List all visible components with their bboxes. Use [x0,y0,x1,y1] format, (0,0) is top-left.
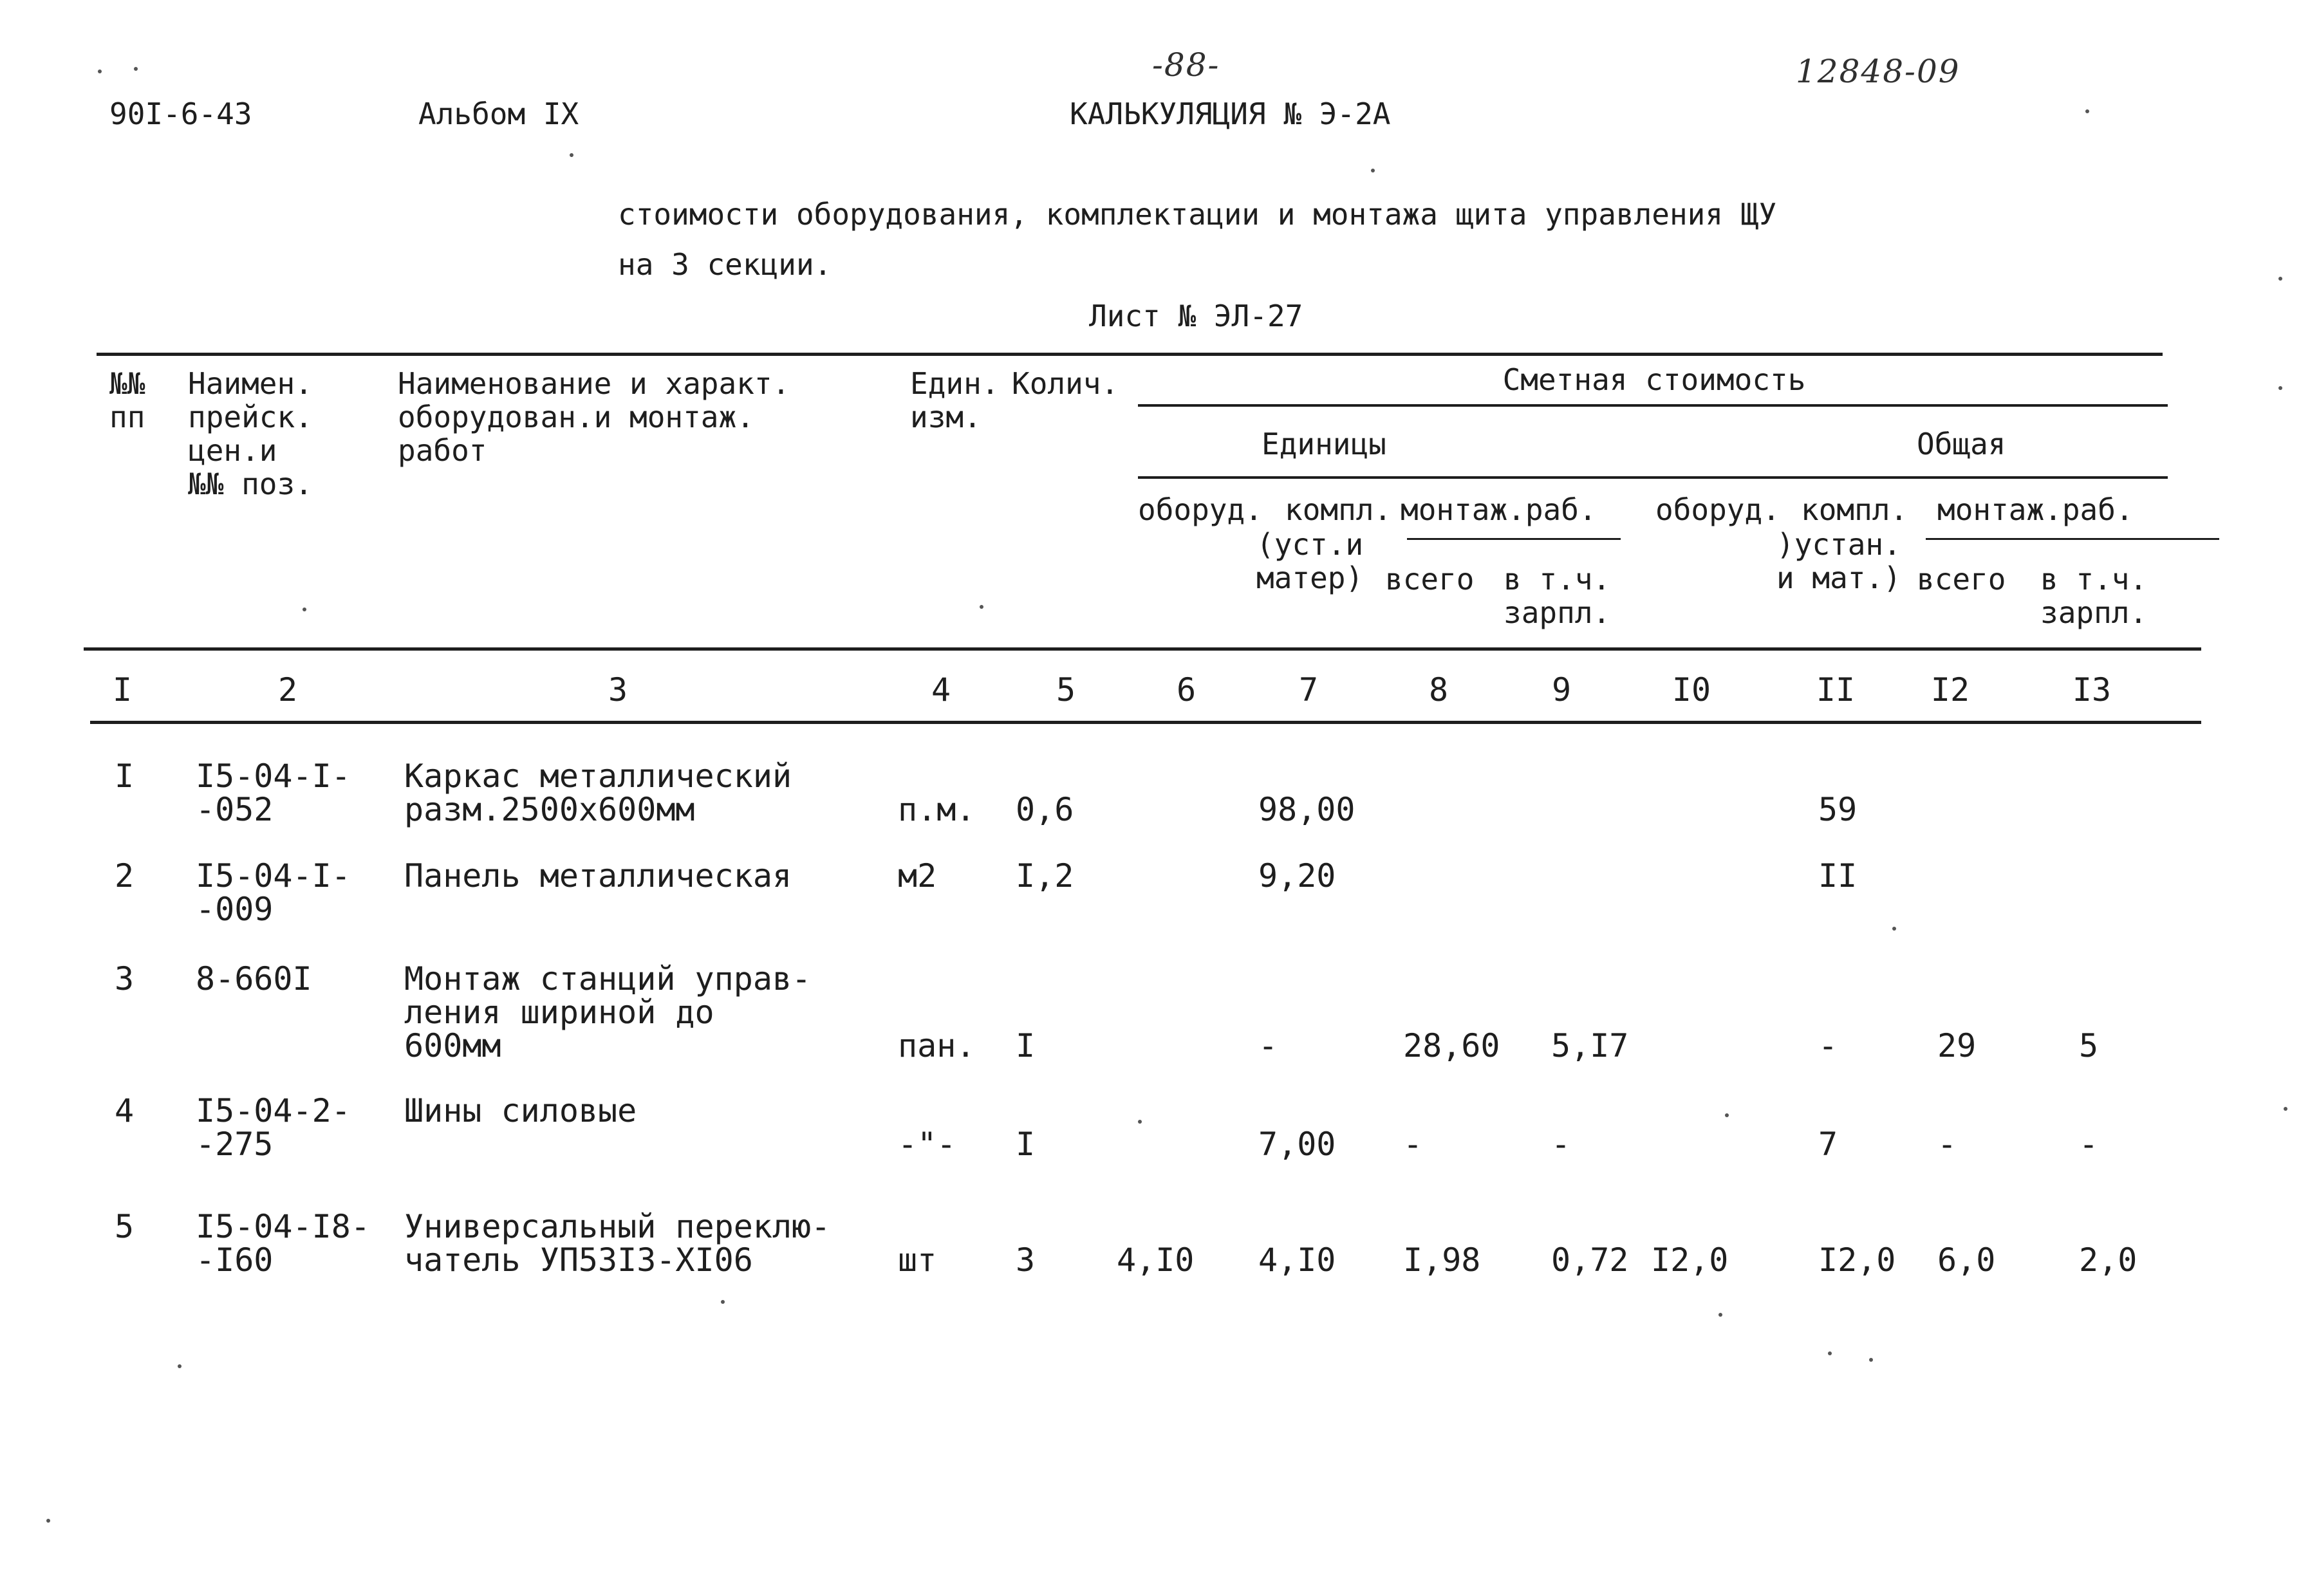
column-number: 7 [1298,671,1319,709]
calculation-title: КАЛЬКУЛЯЦИЯ № Э-2А [1070,97,1391,131]
quantity: I [1016,1126,1036,1163]
column-number: 3 [608,671,628,709]
col-header-unit-installation: монтаж.раб. [1401,492,1597,527]
group-rule [1138,404,2168,407]
col-header-quantity: Колич. [1012,366,1119,401]
total-installation-wages: 2,0 [2079,1241,2137,1279]
column-number: I [112,671,133,709]
subtitle-line-1: стоимости оборудования, комплектации и монтажа щита управления ЩУ [618,197,1777,232]
inventory-number: 12848-09 [1796,53,1960,90]
item-description: Монтаж станций управ- ления шириной до 600мм [404,960,812,1064]
column-number: 8 [1428,671,1449,709]
subgroup-rule [1138,476,2168,479]
col-header-total-equipment: оборуд. [1655,492,1780,527]
column-number: 2 [277,671,298,709]
unit-installation-wages: 0,72 [1551,1241,1629,1279]
unit-installation-rule [1407,538,1621,540]
total-kit-cost: - [1818,1027,1838,1064]
album-label: Альбом IX [418,97,579,131]
doc-code: 90I-6-43 [109,97,252,131]
price-code: I5-04-I- -052 [196,757,351,828]
column-number: 6 [1176,671,1197,709]
subgroup-header-total: Общая [1917,427,2006,461]
group-header-estimated-cost: Сметная стоимость [1502,362,1806,397]
total-equipment-cost: I2,0 [1651,1241,1729,1279]
column-number: 4 [931,671,951,709]
column-number: II [1816,671,1856,709]
column-number: I3 [2072,671,2112,709]
col-header-unit-installation-total: всего [1385,562,1475,597]
total-kit-cost: I2,0 [1818,1241,1896,1279]
col-header-number: №№ пп [109,366,145,434]
unit-kit-cost: 9,20 [1258,857,1336,895]
subgroup-header-unit: Единицы [1262,427,1386,461]
unit-kit-cost: 98,00 [1258,791,1355,828]
unit-installation-total: 28,60 [1403,1027,1500,1064]
total-kit-cost: 59 [1818,791,1858,828]
col-header-price-code: Наимен. прейск. цен.и №№ поз. [188,366,313,501]
col-header-total-wages: в т.ч. зарпл. [2040,562,2148,630]
row-number: 4 [115,1092,135,1129]
quantity: 3 [1016,1241,1036,1279]
col-header-unit-kit: компл. [1285,492,1392,527]
unit-of-measure: м2 [898,857,937,895]
header-bottom-rule [84,647,2201,651]
col-header-unit-wages: в т.ч. зарпл. [1504,562,1611,630]
price-code: 8-660I [196,960,312,998]
total-installation-wages: 5 [2079,1027,2099,1064]
col-header-total-kit: компл. [1801,492,1908,527]
price-code: I5-04-I8- -I60 [196,1208,370,1279]
col-header-total-kit-note: )устан. и мат.) [1776,527,1901,595]
row-number: 5 [115,1208,135,1245]
col-header-total-installation: монтаж.раб. [1937,492,2134,527]
quantity: 0,6 [1016,791,1074,828]
price-code: I5-04-I- -009 [196,857,351,928]
page-number: -88- [1152,46,1220,84]
total-kit-cost: 7 [1818,1126,1838,1163]
col-header-name: Наименование и характ. оборудован.и монтаж. работ [398,366,790,468]
total-installation-total: 29 [1937,1027,1977,1064]
total-installation-total: 6,0 [1937,1241,1996,1279]
unit-equipment-cost: 4,I0 [1117,1241,1195,1279]
column-number: 5 [1056,671,1076,709]
column-numbers-rule [90,721,2201,724]
unit-installation-total: I,98 [1403,1241,1481,1279]
sheet-number: Лист № ЭЛ-27 [1089,299,1303,333]
column-number: 9 [1551,671,1572,709]
unit-of-measure: -"- [898,1126,956,1163]
col-header-unit: Един. изм. [910,366,1000,434]
col-header-unit-equipment: оборуд. [1138,492,1263,527]
header-top-rule [97,353,2163,356]
unit-of-measure: шт [898,1241,937,1279]
row-number: I [115,757,135,795]
total-kit-cost: II [1818,857,1858,895]
unit-installation-total: - [1403,1126,1423,1163]
col-header-unit-kit-note: (уст.и матер) [1256,527,1364,595]
unit-kit-cost: 4,I0 [1258,1241,1336,1279]
quantity: I,2 [1016,857,1074,895]
column-number: I2 [1930,671,1970,709]
row-number: 2 [115,857,135,895]
unit-of-measure: п.м. [898,791,976,828]
item-description: Каркас металлический разм.2500х600мм [404,757,792,828]
subtitle-line-2: на 3 секции. [618,247,832,282]
column-number: I0 [1672,671,1711,709]
item-description: Шины силовые [404,1092,637,1129]
item-description: Панель металлическая [404,857,792,895]
unit-kit-cost: - [1258,1027,1278,1064]
total-installation-total: - [1937,1126,1957,1163]
item-description: Универсальный переклю- чатель УП53I3-XI06 [404,1208,831,1279]
unit-installation-wages: - [1551,1126,1571,1163]
col-header-total-installation-total: всего [1917,562,2006,597]
total-installation-rule [1926,538,2219,540]
unit-of-measure: пан. [898,1027,976,1064]
price-code: I5-04-2- -275 [196,1092,351,1163]
total-installation-wages: - [2079,1126,2099,1163]
quantity: I [1016,1027,1036,1064]
unit-installation-wages: 5,I7 [1551,1027,1629,1064]
unit-kit-cost: 7,00 [1258,1126,1336,1163]
row-number: 3 [115,960,135,998]
